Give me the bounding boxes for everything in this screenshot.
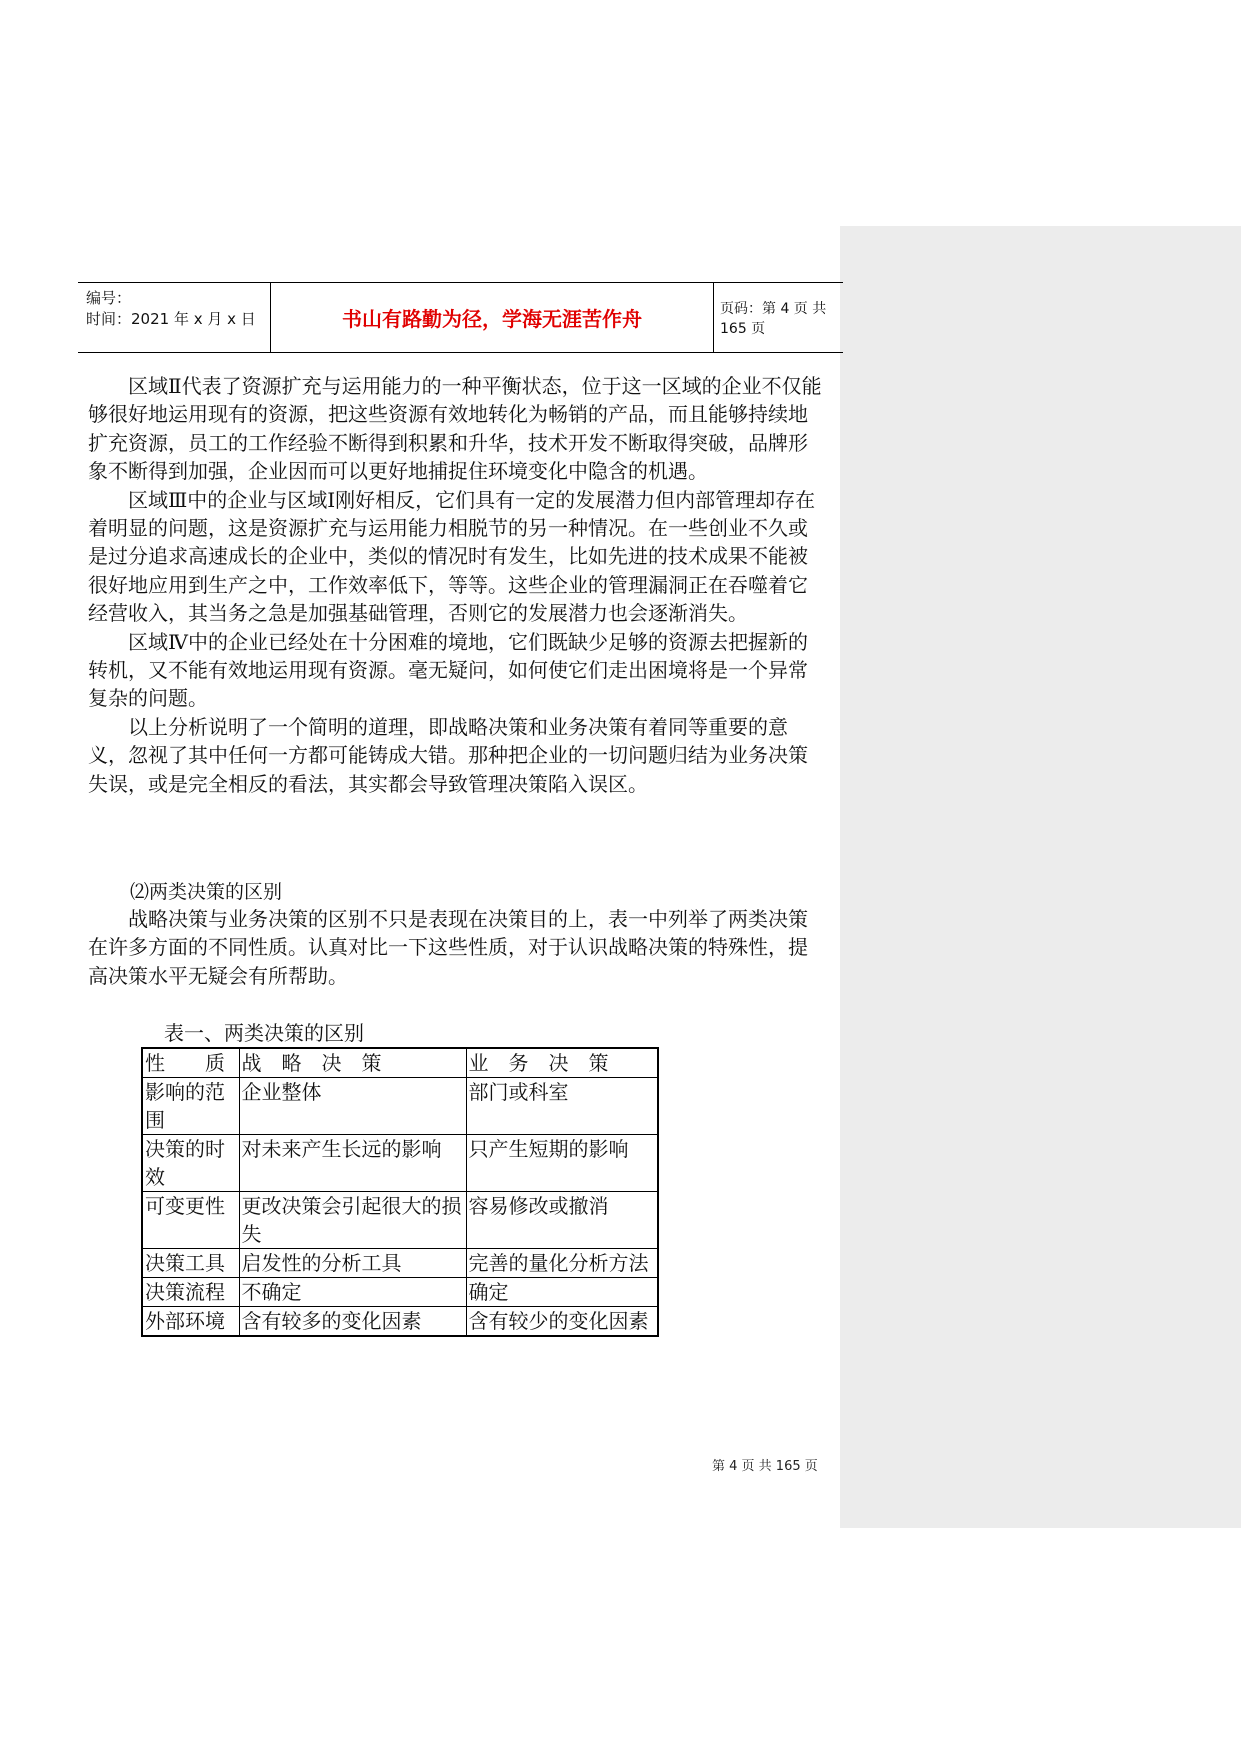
table-caption: 表一、两类决策的区别 bbox=[164, 1021, 364, 1045]
paragraph: 以上分析说明了一个简明的道理，即战略决策和业务决策有着同等重要的意义，忽视了其中任何一方都可能铸成大错。那种把企业的一切问题归结为业务决策失误，或是完全相反的看法，其实都会导致管理决策陷入误区。 bbox=[88, 714, 808, 796]
section-subheading: ⑵两类决策的区别 bbox=[130, 881, 283, 903]
table-cell: 可变更性 bbox=[142, 1192, 239, 1249]
table-row bbox=[142, 1249, 658, 1278]
table-cell: 外部环境 bbox=[142, 1307, 239, 1337]
comment-margin-pane bbox=[840, 226, 1241, 1528]
body-text-2 bbox=[88, 905, 823, 990]
page-header bbox=[78, 282, 843, 353]
table-cell: 容易修改或撤消 bbox=[466, 1192, 658, 1249]
paragraph: 区域Ⅲ中的企业与区域Ⅰ刚好相反，它们具有一定的发展潜力但内部管理却存在着明显的问题，这是资源扩充与运用能力相脱节的另一种情况。在一些创业不久或是过分追求高速成长的企业中，类似的情况时有发生，比如先进的技术成果不能被很好地应用到生产之中，工作效率低下，等等。这些企业的管理漏洞正在吞噬着它经营收入，其当务之急是加强基础管理，否则它的发展潜力也会逐渐消失。 bbox=[88, 487, 816, 626]
table-cell: 决策的时效 bbox=[142, 1135, 239, 1192]
serial-label: 编号： bbox=[86, 289, 132, 307]
table-cell: 决策流程 bbox=[142, 1278, 239, 1307]
paragraph: 战略决策与业务决策的区别不只是表现在决策目的上，表一中列举了两类决策在许多方面的不同性质。认真对比一下这些性质，对于认识战略决策的特殊性，提高决策水平无疑会有所帮助。 bbox=[88, 907, 808, 988]
table-cell: 影响的范围 bbox=[142, 1078, 239, 1135]
table-header-cell: 业 务 决 策 bbox=[466, 1048, 658, 1078]
paragraph: 区域Ⅱ代表了资源扩充与运用能力的一种平衡状态，位于这一区域的企业不仅能够很好地运用现有的资源，把这些资源有效地转化为畅销的产品，而且能够持续地扩充资源，员工的工作经验不断得到积累和升华，技术开发不断取得突破，品牌形象不断得到加强，企业因而可以更好地捕捉住环境变化中隐含的机遇。 bbox=[88, 374, 822, 484]
table-row bbox=[142, 1307, 658, 1337]
table-cell: 企业整体 bbox=[239, 1078, 466, 1135]
page-footer: 第 4 页 共 165 页 bbox=[712, 1459, 818, 1474]
table-row bbox=[142, 1135, 658, 1192]
table-cell: 部门或科室 bbox=[466, 1078, 658, 1135]
table-cell: 含有较少的变化因素 bbox=[466, 1307, 658, 1337]
paragraph: 区域Ⅳ中的企业已经处在十分困难的境地，它们既缺少足够的资源去把握新的转机，又不能有效地运用现有资源。毫无疑问，如何使它们走出困境将是一个异常复杂的问题。 bbox=[88, 629, 808, 711]
header-page-info: 页码：第 4 页 共 165 页 bbox=[720, 300, 827, 337]
comparison-table bbox=[141, 1047, 659, 1337]
table-cell: 完善的量化分析方法 bbox=[466, 1249, 658, 1278]
table-row bbox=[142, 1278, 658, 1307]
header-meta bbox=[78, 283, 270, 352]
table-cell: 启发性的分析工具 bbox=[239, 1249, 466, 1278]
table-cell: 更改决策会引起很大的损失 bbox=[239, 1192, 466, 1249]
time-label: 时间：2021 年 x 月 x 日 bbox=[86, 310, 256, 328]
body-text bbox=[88, 372, 823, 798]
table-row bbox=[142, 1192, 658, 1249]
table-cell: 只产生短期的影响 bbox=[466, 1135, 658, 1192]
header-motto: 书山有路勤为径，学海无涯苦作舟 bbox=[270, 283, 714, 352]
table-header-cell: 战 略 决 策 bbox=[239, 1048, 466, 1078]
table-row bbox=[142, 1078, 658, 1135]
table-header-cell: 性 质 bbox=[142, 1048, 239, 1078]
table-cell: 不确定 bbox=[239, 1278, 466, 1307]
table-cell: 含有较多的变化因素 bbox=[239, 1307, 466, 1337]
table-cell: 决策工具 bbox=[142, 1249, 239, 1278]
table-header-row bbox=[142, 1048, 658, 1078]
table-cell: 确定 bbox=[466, 1278, 658, 1307]
table-cell: 对未来产生长远的影响 bbox=[239, 1135, 466, 1192]
